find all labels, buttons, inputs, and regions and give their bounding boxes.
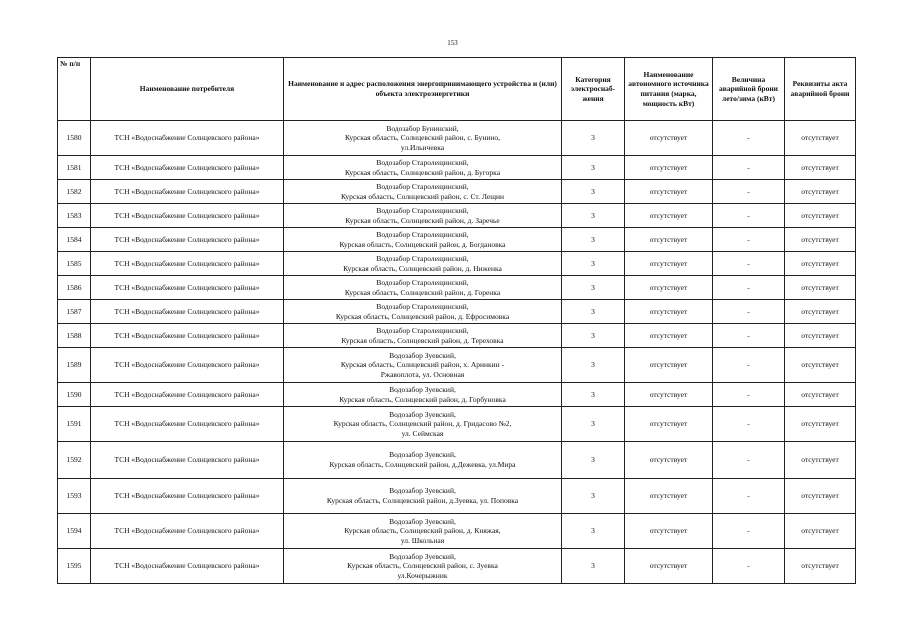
consumer-name: ТСН «Водоснабжение Солнцевского района» (91, 383, 284, 407)
supply-category: 3 (562, 300, 625, 324)
object-address (284, 180, 562, 204)
address-line: Курская область, Солнцевский район, д. Бугорка (344, 167, 501, 177)
supply-category: 3 (562, 276, 625, 300)
row-number: 1592 (58, 442, 91, 479)
page-number: 153 (447, 39, 458, 47)
emergency-reserve-value: - (713, 180, 785, 204)
table-row (58, 228, 856, 252)
address-line: Водозабор Старолещинский, (376, 277, 469, 287)
autonomous-power-source: отсутствует (625, 407, 713, 442)
reserve-act-details: отсутствует (785, 383, 856, 407)
row-number: 1580 (58, 121, 91, 156)
object-address (284, 276, 562, 300)
address-line: Водозабор Зуевский, (389, 384, 456, 394)
emergency-reserve-value: - (713, 276, 785, 300)
address-line: Водозабор Старолещинский, (376, 253, 469, 263)
emergency-reserve-value: - (713, 324, 785, 348)
col-header-power-source: Наименование автономного источника питания (марка, мощность кВт) (625, 58, 713, 121)
address-line: Курская область, Солнцевский район, д. Горенка (344, 287, 501, 297)
autonomous-power-source: отсутствует (625, 252, 713, 276)
emergency-reserve-value: - (713, 348, 785, 383)
consumer-name: ТСН «Водоснабжение Солнцевского района» (91, 252, 284, 276)
object-address (284, 407, 562, 442)
emergency-reserve-value: - (713, 549, 785, 584)
address-line: Курская область, Солнцевский район, с. Зуевка (347, 561, 498, 571)
consumer-name: ТСН «Водоснабжение Солнцевского района» (91, 121, 284, 156)
address-line: Курская область, Солнцевский район, д. Ефросимовка (335, 311, 510, 321)
reserve-act-details: отсутствует (785, 228, 856, 252)
supply-category: 3 (562, 407, 625, 442)
table-row (58, 383, 856, 407)
table-header (58, 58, 856, 121)
autonomous-power-source: отсутствует (625, 324, 713, 348)
row-number: 1586 (58, 276, 91, 300)
address-line: Курская область, Солнцевский район, д. Горбуновка (339, 394, 506, 404)
consumer-name: ТСН «Водоснабжение Солнцевского района» (91, 407, 284, 442)
object-address (284, 442, 562, 479)
emergency-reserve-value: - (713, 121, 785, 156)
object-address (284, 348, 562, 383)
row-number: 1584 (58, 228, 91, 252)
address-line: Курская область, Солнцевский район, д. Богдановка (339, 239, 506, 249)
emergency-reserve-value: - (713, 252, 785, 276)
table-row (58, 121, 856, 156)
address-line: Курская область, Солнцевский район, д. Тереховка (341, 335, 504, 345)
consumer-name: ТСН «Водоснабжение Солнцевского района» (91, 300, 284, 324)
address-line: Курская область, Солнцевский район, д. Заречье (345, 215, 500, 225)
object-address (284, 121, 562, 156)
reserve-act-details: отсутствует (785, 180, 856, 204)
address-line: Курская область, Солнцевский район, д.Зуевка, ул. Поповка (326, 496, 519, 505)
emergency-reserve-value: - (713, 204, 785, 228)
address-line: ул. Сеймская (401, 428, 444, 438)
supply-category: 3 (562, 442, 625, 479)
reserve-act-details: отсутствует (785, 121, 856, 156)
supply-category: 3 (562, 228, 625, 252)
address-line: Курская область, Солнцевский район, с. Бунино, (344, 133, 501, 143)
emergency-reserve-value: - (713, 383, 785, 407)
emergency-reserve-value: - (713, 442, 785, 479)
object-address (284, 324, 562, 348)
reserve-act-details: отсутствует (785, 442, 856, 479)
autonomous-power-source: отсутствует (625, 180, 713, 204)
supply-category: 3 (562, 204, 625, 228)
col-header-address: Наименование и адрес расположения энергопринимающего устройства и (или) объекта электроэнергетики (284, 58, 562, 121)
address-line: ул.Кочерыжник (397, 570, 448, 580)
autonomous-power-source: отсутствует (625, 514, 713, 549)
consumer-name: ТСН «Водоснабжение Солнцевского района» (91, 180, 284, 204)
address-line: Водозабор Зуевский, (389, 486, 456, 496)
table-row (58, 300, 856, 324)
reserve-act-details: отсутствует (785, 156, 856, 180)
supply-category: 3 (562, 348, 625, 383)
table-row (58, 204, 856, 228)
object-address (284, 228, 562, 252)
address-line: Ржавоплота, ул. Основная (380, 369, 465, 379)
consumer-name: ТСН «Водоснабжение Солнцевского района» (91, 348, 284, 383)
reserve-act-details: отсутствует (785, 324, 856, 348)
address-line: ул.Ильичевка (400, 142, 445, 152)
emergency-reserve-value: - (713, 156, 785, 180)
consumer-name: ТСН «Водоснабжение Солнцевского района» (91, 156, 284, 180)
row-number: 1581 (58, 156, 91, 180)
object-address (284, 204, 562, 228)
table-row (58, 324, 856, 348)
row-number: 1583 (58, 204, 91, 228)
supply-category: 3 (562, 383, 625, 407)
reserve-act-details: отсутствует (785, 407, 856, 442)
emergency-reserve-value: - (713, 479, 785, 514)
supply-category: 3 (562, 252, 625, 276)
address-line: Курская область, Солнцевский район, д.Дежевка, ул.Мира (329, 460, 516, 469)
table-row (58, 479, 856, 514)
emergency-reserve-value: - (713, 514, 785, 549)
address-line: Водозабор Зуевский, (389, 450, 456, 460)
row-number: 1585 (58, 252, 91, 276)
supply-category: 3 (562, 121, 625, 156)
autonomous-power-source: отсутствует (625, 549, 713, 584)
reserve-act-details: отсутствует (785, 252, 856, 276)
consumer-name: ТСН «Водоснабжение Солнцевского района» (91, 479, 284, 514)
address-line: Водозабор Старолещинский, (376, 205, 469, 215)
autonomous-power-source: отсутствует (625, 300, 713, 324)
consumer-name: ТСН «Водоснабжение Солнцевского района» (91, 514, 284, 549)
supply-category: 3 (562, 514, 625, 549)
object-address (284, 479, 562, 514)
col-header-category: Категория электроснаб-жения (562, 58, 625, 121)
reserve-act-details: отсутствует (785, 514, 856, 549)
object-address (284, 549, 562, 584)
address-line: Водозабор Зуевский, (389, 516, 456, 526)
object-address (284, 252, 562, 276)
address-line: Водозабор Зуевский, (389, 350, 456, 360)
table-row (58, 407, 856, 442)
autonomous-power-source: отсутствует (625, 479, 713, 514)
consumer-name: ТСН «Водоснабжение Солнцевского района» (91, 276, 284, 300)
col-header-reserve: Величина аварийной брони лето/зима (кВт) (713, 58, 785, 121)
table-row (58, 276, 856, 300)
address-line: Водозабор Старолещинский, (376, 181, 469, 191)
supply-category: 3 (562, 324, 625, 348)
object-address (284, 383, 562, 407)
registry-table (57, 57, 856, 584)
table-row (58, 549, 856, 584)
consumer-name: ТСН «Водоснабжение Солнцевского района» (91, 324, 284, 348)
reserve-act-details: отсутствует (785, 479, 856, 514)
supply-category: 3 (562, 156, 625, 180)
autonomous-power-source: отсутствует (625, 121, 713, 156)
row-number: 1591 (58, 407, 91, 442)
autonomous-power-source: отсутствует (625, 442, 713, 479)
consumer-name: ТСН «Водоснабжение Солнцевского района» (91, 442, 284, 479)
address-line: Курская область, Солнцевский район, д. Княжая, (344, 526, 501, 536)
autonomous-power-source: отсутствует (625, 156, 713, 180)
col-header-number: № п/п (58, 58, 91, 121)
autonomous-power-source: отсутствует (625, 204, 713, 228)
emergency-reserve-value: - (713, 228, 785, 252)
address-line: Водозабор Старолещинский, (376, 325, 469, 335)
reserve-act-details: отсутствует (785, 276, 856, 300)
object-address (284, 514, 562, 549)
object-address (284, 300, 562, 324)
address-line: Водозабор Старолещинский, (376, 301, 469, 311)
reserve-act-details: отсутствует (785, 549, 856, 584)
col-header-act: Реквизиты акта аварийной брони (785, 58, 856, 121)
autonomous-power-source: отсутствует (625, 383, 713, 407)
address-line: Курская область, Солнцевский район, х. Аринкин - (340, 360, 505, 370)
address-line: Водозабор Зуевский, (389, 551, 456, 561)
row-number: 1582 (58, 180, 91, 204)
row-number: 1590 (58, 383, 91, 407)
col-header-consumer: Наименование потребителя (91, 58, 284, 121)
table-row (58, 156, 856, 180)
address-line: Курская область, Солнцевский район, д. Ниженка (343, 263, 502, 273)
row-number: 1587 (58, 300, 91, 324)
consumer-name: ТСН «Водоснабжение Солнцевского района» (91, 228, 284, 252)
emergency-reserve-value: - (713, 300, 785, 324)
address-line: Водозабор Старолещинский, (376, 229, 469, 239)
row-number: 1595 (58, 549, 91, 584)
table-row (58, 442, 856, 479)
reserve-act-details: отсутствует (785, 300, 856, 324)
autonomous-power-source: отсутствует (625, 276, 713, 300)
emergency-reserve-value: - (713, 407, 785, 442)
header-row (58, 58, 856, 121)
table-body (58, 121, 856, 584)
table-row (58, 514, 856, 549)
table-row (58, 180, 856, 204)
address-line: Водозабор Зуевский, (389, 409, 456, 419)
table-row (58, 348, 856, 383)
reserve-act-details: отсутствует (785, 204, 856, 228)
supply-category: 3 (562, 549, 625, 584)
row-number: 1589 (58, 348, 91, 383)
address-line: Водозабор Старолещинский, (376, 157, 469, 167)
address-line: Курская область, Солнцевский район, с. Ст. Лещин (340, 191, 505, 201)
address-line: ул. Школьная (400, 535, 445, 545)
row-number: 1588 (58, 324, 91, 348)
autonomous-power-source: отсутствует (625, 348, 713, 383)
row-number: 1593 (58, 479, 91, 514)
row-number: 1594 (58, 514, 91, 549)
autonomous-power-source: отсутствует (625, 228, 713, 252)
consumer-name: ТСН «Водоснабжение Солнцевского района» (91, 204, 284, 228)
address-line: Водозабор Бунинский, (386, 123, 459, 133)
object-address (284, 156, 562, 180)
supply-category: 3 (562, 479, 625, 514)
reserve-act-details: отсутствует (785, 348, 856, 383)
consumer-name: ТСН «Водоснабжение Солнцевского района» (91, 549, 284, 584)
table-row (58, 252, 856, 276)
address-line: Курская область, Солнцевский район, д. Гридасово №2, (333, 419, 512, 429)
supply-category: 3 (562, 180, 625, 204)
